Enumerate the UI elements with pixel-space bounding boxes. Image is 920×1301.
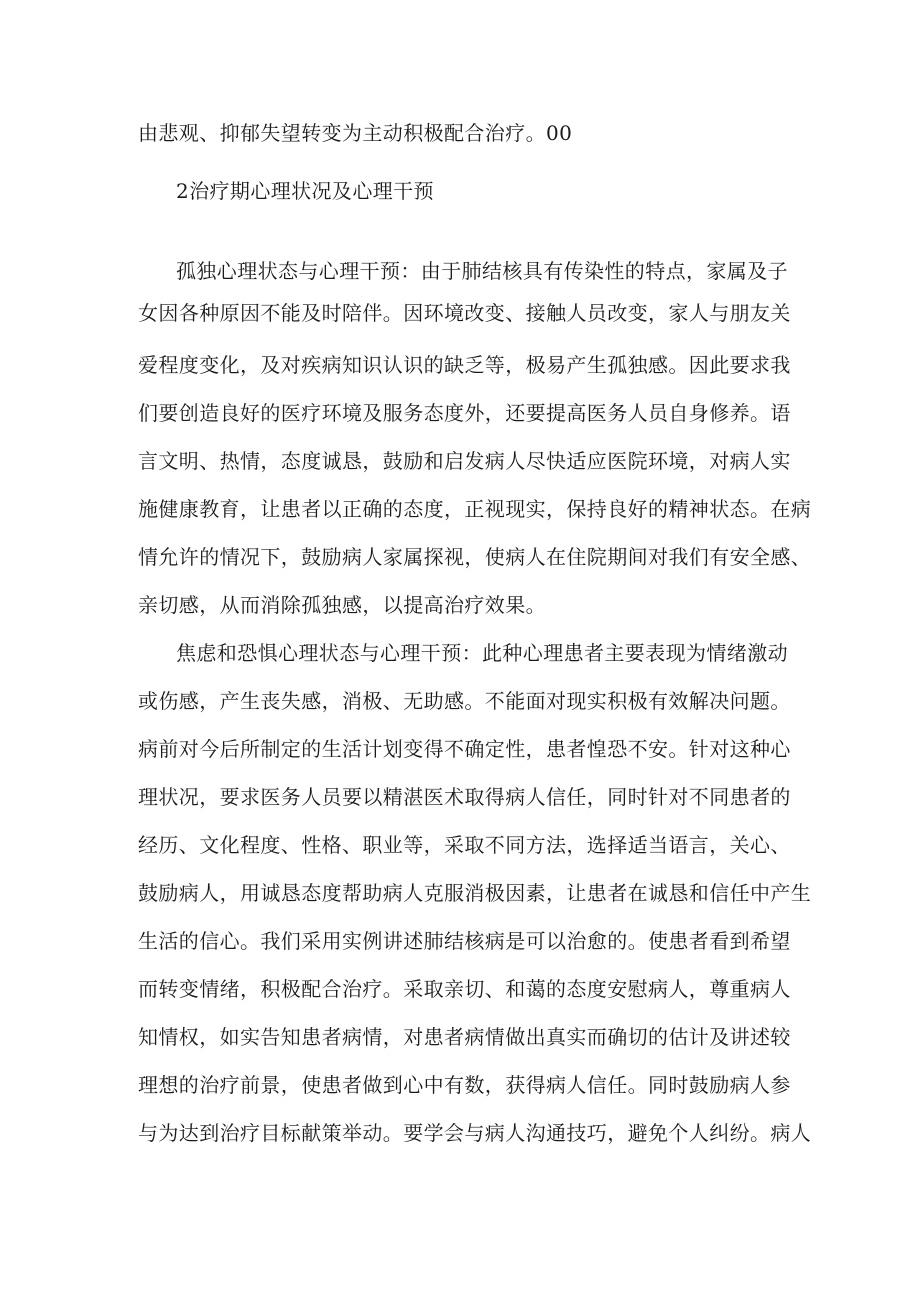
text-line-13: 病前对今后所制定的生活计划变得不确定性，患者惶恐不安。针对这种心	[138, 737, 791, 761]
text-line-21: 与为达到治疗目标献策举动。要学会与病人沟通技巧，避免个人纠纷。病人	[138, 1121, 812, 1145]
text-line-4: 女因各种原因不能及时陪伴。因环境改变、接触人员改变，家人与朋友关	[138, 301, 791, 325]
text-line-19: 知情权，如实告知患者病情，对患者病情做出真实而确切的估计及讲述较	[138, 1025, 791, 1049]
text-line-16: 鼓励病人，用诚恳态度帮助病人克服消极因素，让患者在诚恳和信任中产生	[138, 881, 812, 905]
text-line-14: 理状况，要求医务人员要以精湛医术取得病人信任，同时针对不同患者的	[138, 785, 791, 809]
text-line-8: 施健康教育，让患者以正确的态度，正视现实，保持良好的精神状态。在病	[138, 497, 812, 521]
text-line-20: 理想的治疗前景，使患者做到心中有数，获得病人信任。同时鼓励病人参	[138, 1073, 791, 1097]
text-line-1: 由悲观、抑郁失望转变为主动积极配合治疗。00	[138, 121, 573, 145]
text-line-17: 生活的信心。我们采用实例讲述肺结核病是可以治愈的。使患者看到希望	[138, 929, 791, 953]
text-line-7: 言文明、热情，态度诚恳，鼓励和启发病人尽快适应医院环境，对病人实	[138, 449, 791, 473]
text-line-10: 亲切感，从而消除孤独感，以提高治疗效果。	[138, 593, 546, 617]
text-line-18: 而转变情绪，积极配合治疗。采取亲切、和蔼的态度安慰病人，尊重病人	[138, 977, 791, 1001]
text-line-5: 爱程度变化，及对疾病知识认识的缺乏等，极易产生孤独感。因此要求我	[138, 353, 791, 377]
text-line-6: 们要创造良好的医疗环境及服务态度外，还要提高医务人员自身修养。语	[138, 401, 791, 425]
section-heading: 2治疗期心理状况及心理干预	[176, 179, 434, 203]
text-line-15: 经历、文化程度、性格、职业等，采取不同方法，选择适当语言，关心、	[138, 833, 791, 857]
text-line-3: 孤独心理状态与心理干预：由于肺结核具有传染性的特点，家属及子	[176, 259, 788, 283]
text-line-11: 焦虑和恐惧心理状态与心理干预：此种心理患者主要表现为情绪激动	[176, 641, 788, 665]
text-line-9: 情允许的情况下，鼓励病人家属探视，使病人在住院期间对我们有安全感、	[138, 545, 812, 569]
text-line-12: 或伤感，产生丧失感，消极、无助感。不能面对现实积极有效解决问题。	[138, 689, 791, 713]
